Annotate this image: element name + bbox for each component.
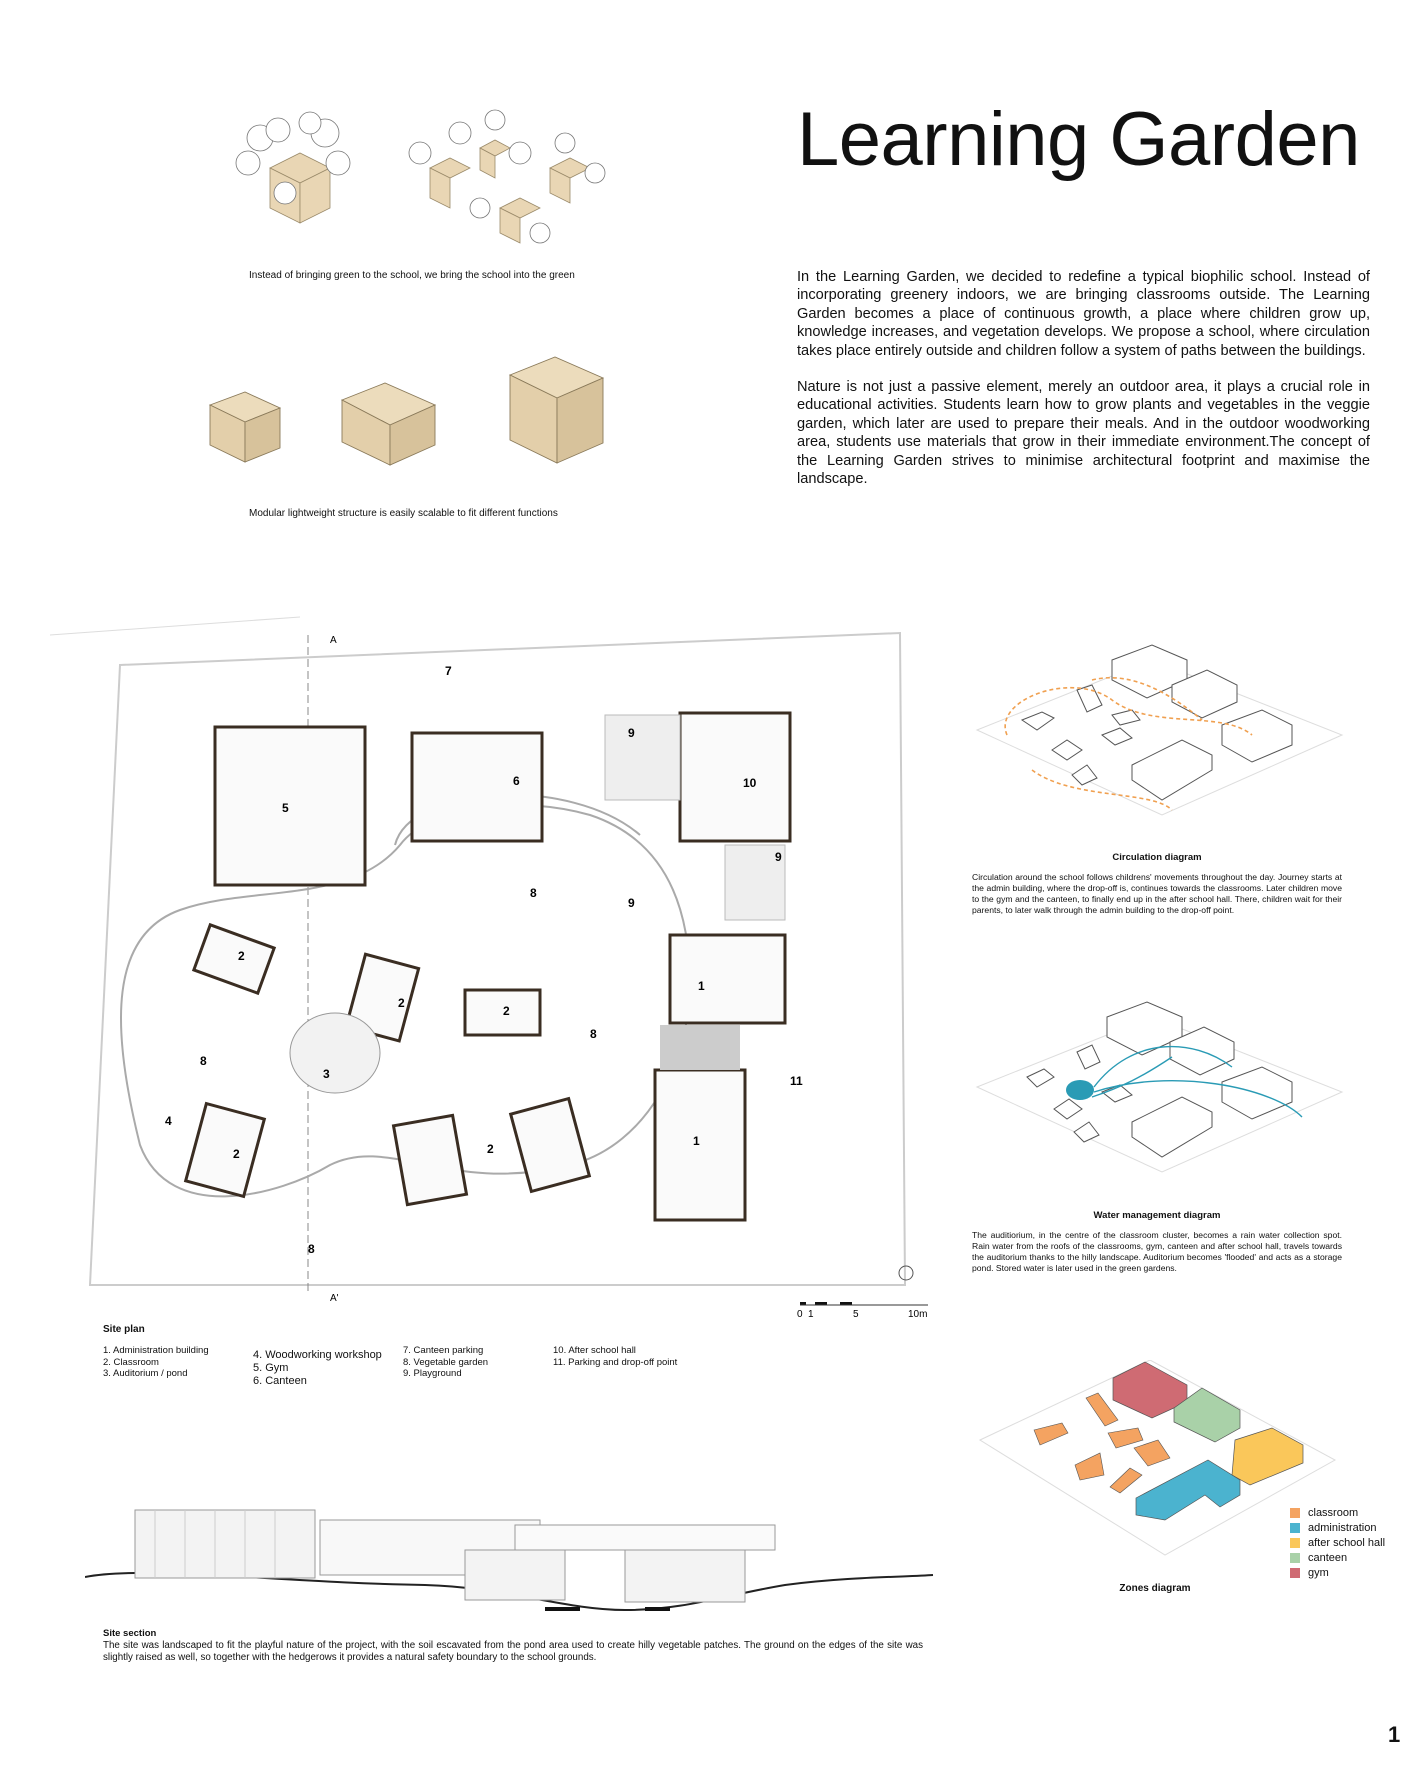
zones-legend-item-classroom: classroom xyxy=(1290,1505,1385,1520)
water-text: The auditiorium, in the centre of the classroom cluster, becomes a rain water collection spot. Rain water from the roofs of the classrooms, gym, canteen and after school hall, travels towards the auditorium thanks to the hilly landscape. Auditorium becomes 'flooded' and acts as a storage pond. Stored water is later used in the green gardens. xyxy=(972,1230,1342,1273)
intro-paragraph-1: In the Learning Garden, we decided to redefine a typical biophilic school. Instead of incorporating greenery indoors, we are bringing classrooms outside. The Learning Garden becomes a place of continuous growth, a place where children grow up, knowledge increases, and vegetation develops. We propose a school, where circulation takes place entirely outside and children follow a system of paths between the buildings. xyxy=(797,269,1370,359)
zones-legend-item-gym: gym xyxy=(1290,1565,1385,1580)
scale-10m: 10m xyxy=(908,1309,928,1320)
site-section-drawing xyxy=(85,1505,935,1620)
label-2a: 2 xyxy=(238,949,245,963)
intro-paragraph-2: Nature is not just a passive element, merely an outdoor area, it plays a crucial role in educational activities. Students learn how to grow plants and vegetables in the veggie garden, which later are used to prepare their meals. And in the outdoor woodworking area, students use materials that grow in their immediate environment.The concept of the Learning Garden strives to minimise architectural footprint and maximise the landscape. xyxy=(797,379,1370,488)
zones-legend-item-administration: administration xyxy=(1290,1520,1385,1535)
label-10: 10 xyxy=(743,776,757,790)
site-section-title: Site section xyxy=(103,1628,157,1639)
legend-item: 4. Woodworking workshop xyxy=(253,1349,382,1361)
site-plan-title: Site plan xyxy=(103,1324,145,1335)
site-plan-legend-col-2 xyxy=(253,1349,382,1388)
circulation-title: Circulation diagram xyxy=(1112,852,1202,863)
label-1: 1 xyxy=(698,979,705,993)
label-9c: 9 xyxy=(775,850,782,864)
zones-legend-item-after-school-hall: after school hall xyxy=(1290,1535,1385,1550)
label-9a: 9 xyxy=(628,726,635,740)
legend-item: 9. Playground xyxy=(403,1368,462,1379)
concept-caption-1: Instead of bringing green to the school, we bring the school into the green xyxy=(249,270,575,281)
label-8a: 8 xyxy=(530,886,537,900)
section-mark-a: A xyxy=(330,635,337,646)
circulation-text: Circulation around the school follows childrens' movements throughout the day. Journey starts at the admin building, where the drop-off is, continues towards the classrooms. Later children move to the gym and the canteen, to finally end up in the after school hall. There, children wait for their parents, to later walk through the admin building to the drop-off point. xyxy=(972,872,1342,915)
site-plan-legend-col-3 xyxy=(403,1345,488,1380)
legend-item: 5. Gym xyxy=(253,1362,289,1374)
zones-legend xyxy=(1290,1505,1385,1580)
zones-legend-item-canteen: canteen xyxy=(1290,1550,1385,1565)
label-2e: 2 xyxy=(487,1142,494,1156)
north-arrow-icon xyxy=(899,1266,913,1280)
water-management-diagram xyxy=(972,997,1347,1197)
page-number: 1 xyxy=(1388,1722,1401,1747)
legend-item: 7. Canteen parking xyxy=(403,1345,484,1356)
label-11: 11 xyxy=(790,1074,803,1088)
zones-title: Zones diagram xyxy=(1119,1583,1191,1594)
legend-item: 11. Parking and drop-off point xyxy=(553,1356,678,1368)
legend-item: 6. Canteen xyxy=(253,1375,307,1387)
scale-0: 0 xyxy=(797,1309,803,1320)
site-plan-legend-col-4 xyxy=(553,1345,677,1368)
label-1b: 1 xyxy=(693,1134,700,1148)
modular-boxes-illustration xyxy=(205,350,615,470)
legend-item: 1. Administration building xyxy=(103,1345,209,1356)
label-6: 6 xyxy=(513,774,520,788)
legend-item: 3. Auditorium / pond xyxy=(103,1368,188,1379)
label-8c: 8 xyxy=(590,1027,597,1041)
label-4: 4 xyxy=(165,1114,172,1128)
legend-item: 8. Vegetable garden xyxy=(403,1356,489,1368)
label-3: 3 xyxy=(323,1067,330,1081)
label-2d: 2 xyxy=(233,1147,240,1161)
legend-item: 2. Classroom xyxy=(103,1356,159,1368)
label-5: 5 xyxy=(282,801,289,815)
label-9b: 9 xyxy=(628,896,635,910)
circulation-diagram xyxy=(972,640,1347,840)
scale-5: 5 xyxy=(853,1309,859,1320)
label-7: 7 xyxy=(445,664,452,678)
section-mark-a-prime: A' xyxy=(330,1293,339,1304)
page-title: Learning Garden xyxy=(797,97,1360,182)
site-section-text: The site was landscaped to fit the playful nature of the project, with the soil escavated from the pond area used to create hilly vegetable patches. The ground on the edges of the site was slightly raised as well, so together with the hedgerows it provides a natural safety boundary to the school grounds. xyxy=(103,1640,923,1663)
legend-item: 10. After school hall xyxy=(553,1345,636,1356)
label-8b: 8 xyxy=(200,1054,207,1068)
label-2b: 2 xyxy=(398,996,405,1010)
scale-1: 1 xyxy=(808,1309,814,1320)
water-title: Water management diagram xyxy=(1093,1210,1221,1221)
concept-trees-illustration xyxy=(230,108,620,258)
site-plan-drawing xyxy=(50,605,945,1320)
site-plan-legend-col-1 xyxy=(103,1345,209,1380)
label-8d: 8 xyxy=(308,1242,315,1256)
concept-caption-2: Modular lightweight structure is easily scalable to fit different functions xyxy=(249,508,558,519)
label-2c: 2 xyxy=(503,1004,510,1018)
scale-bar xyxy=(797,1302,928,1320)
